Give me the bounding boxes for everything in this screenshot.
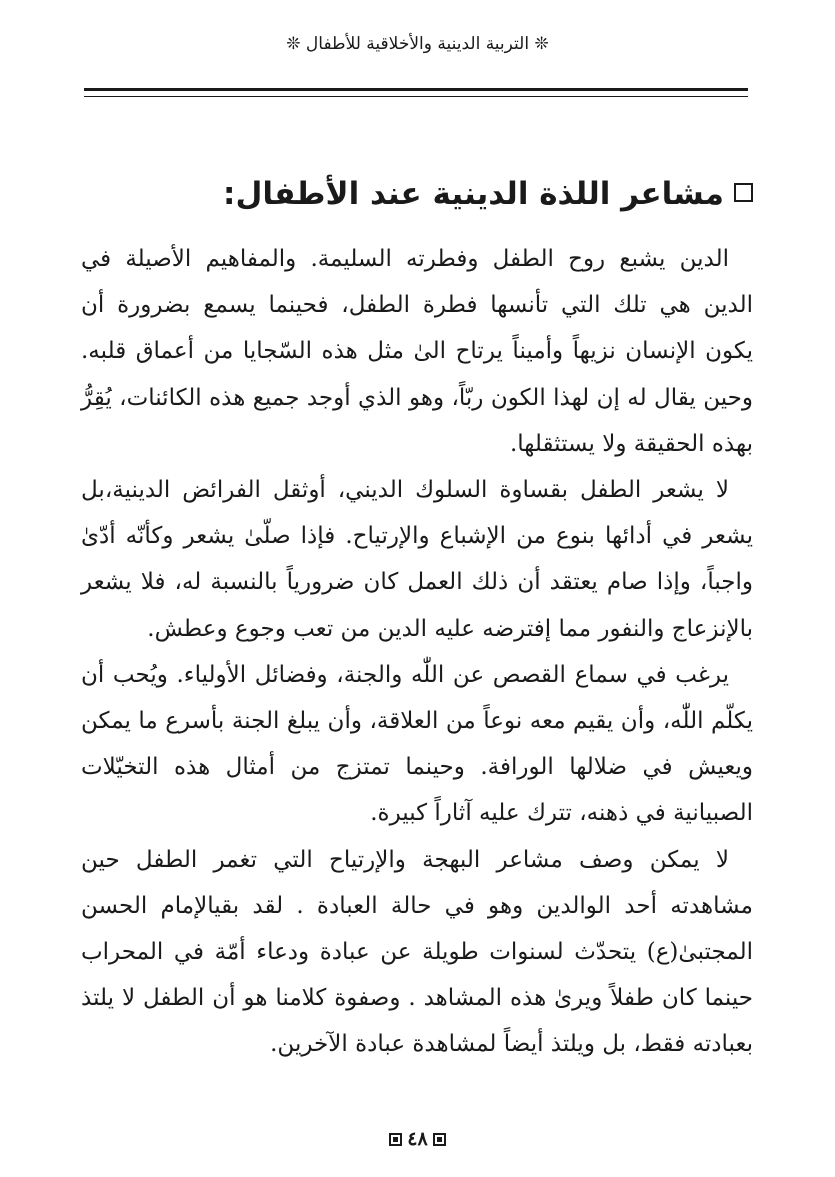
page-number-box-icon (433, 1133, 446, 1146)
paragraph-1: الدين يشبع روح الطفل وفطرته السليمة. والمفاهيم الأصيلة في الدين هي تلك التي تأنسها فطرة الطفل، فحينما يسمع بضرورة أن يكون الإنسان نزيهاً وأميناً يرتاح الىٰ مثل هذه السّجايا من أعماق قلبه. وحين يقال له إن لهذا الكون ربّاً، وهو الذي أوجد جميع هذه الكائنات، يُقِرُّ بهذه الحقيقة ولا يستثقلها. (81, 246, 753, 457)
paragraph-4: لا يمكن وصف مشاعر البهجة والإرتياح التي تغمر الطفل حين مشاهدته أحد الوالدين وهو في حالة العبادة . لقد بقيالإمام الحسن المجتبىٰ(ع) يتحدّث لسنوات طويلة عن عبادة ودعاء أمّة في المحراب حينما كان طفلاً ويرىٰ هذه المشاهد . وصفوة كلامنا هو أن الطفل لا يلتذ بعبادته فقط، بل ويلتذ أيضاً لمشاهدة عبادة الآخرين. (81, 846, 753, 1058)
body-text (81, 236, 753, 1068)
running-header: ❊ التربية الدينية والأخلاقية للأطفال ❊ (286, 34, 549, 54)
square-bullet-icon (734, 183, 753, 202)
header-rule-thin (84, 96, 748, 97)
page-number (0, 1128, 835, 1150)
section-heading (81, 170, 753, 218)
header-rule-thick (84, 88, 748, 91)
paragraph-2: لا يشعر الطفل بقساوة السلوك الديني، أوثقل الفرائض الدينية،بل يشعر في أدائها بنوع من الإشباع والإرتياح. فإذا صلّىٰ يشعر وكأنّه أدّىٰ واجباً، وإذا صام يعتقد أن ذلك العمل كان ضرورياً بالنسبة له، فلا يشعر بالإنزعاج والنفور مما إفترضه عليه الدين من تعب وجوع وعطش. (81, 477, 753, 642)
section-heading-text: مشاعر اللذة الدينية عند الأطفال: (223, 176, 724, 212)
page-number-text: ٤٨ (407, 1128, 428, 1150)
page-number-box-icon (389, 1133, 402, 1146)
paragraph-3: يرغب في سماع القصص عن اللّٰه والجنة، وفضائل الأولياء. ويُحب أن يكلّم اللّٰه، وأن يقيم معه نوعاً من العلاقة، وأن يبلغ الجنة بأسرع ما يمكن ويعيش في ضلالها الورافة. وحينما تمتزج من أمثال هذه التخيّلات الصبيانية في ذهنه، تترك عليه آثاراً كبيرة. (81, 661, 753, 827)
